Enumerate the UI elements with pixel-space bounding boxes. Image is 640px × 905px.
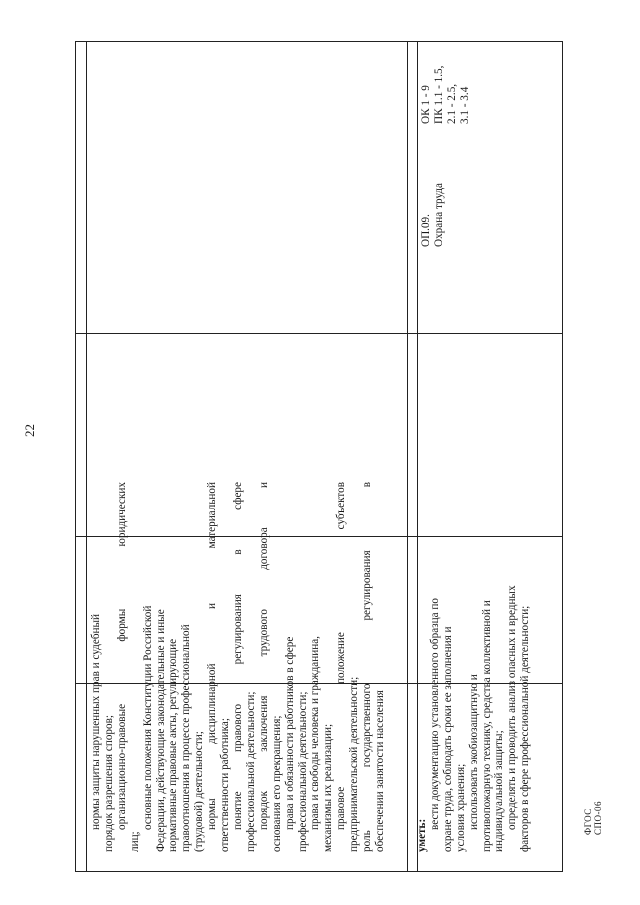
page-number: 22 <box>22 424 37 437</box>
skill-line: противопожарную технику, средства коллективной и <box>480 600 493 852</box>
competency-code: 3.1 - 3.4 <box>458 86 471 124</box>
knowledge-line: нормы дисциплинарной и материальной <box>206 482 219 830</box>
knowledge-line: основания его прекращения; <box>270 715 283 852</box>
knowledge-line: нормы защиты нарушенных прав и судебный <box>90 614 102 830</box>
knowledge-line: порядок заключения трудового договора и <box>257 482 270 830</box>
knowledge-cell <box>90 482 387 852</box>
knowledge-line: обеспечении занятости населения <box>373 690 386 852</box>
knowledge-line: правовое положение субъектов <box>335 482 348 830</box>
knowledge-line: права и обязанности работников в сфере <box>283 636 296 830</box>
knowledge-line: понятие правового регулирования в сфере <box>231 482 244 830</box>
skill-line: индивидуальной защиты; <box>493 730 506 852</box>
standards-table <box>75 41 563 872</box>
skills-heading: уметь: <box>416 818 428 852</box>
competency-code: 2.1 - 2.5, <box>445 83 458 124</box>
skill-line: определять и проводить анализ опасных и вредных <box>506 585 519 830</box>
competency-code: ПК 1.1 - 1.5, <box>432 65 445 124</box>
knowledge-line: права и свободы человека и гражданина, <box>309 636 322 830</box>
discipline-code: ОП.09. <box>420 214 432 247</box>
knowledge-line: профессиональной деятельности; <box>244 691 257 852</box>
knowledge-line: профессиональной деятельности; <box>296 691 309 852</box>
knowledge-line: правоотношения в процессе профессиональной <box>180 624 193 852</box>
knowledge-line: лиц; <box>128 831 141 852</box>
knowledge-line: (трудовой) деятельности; <box>193 731 206 852</box>
competency-code: ОК 1 - 9 <box>420 85 432 124</box>
table-row-border <box>76 333 417 334</box>
skill-line: охране труда, соблюдать сроки ее заполнения и <box>441 626 454 852</box>
skill-line: использовать экобиозащитную и <box>467 674 480 830</box>
knowledge-line: механизмы их реализации; <box>322 723 335 852</box>
table-row-border <box>417 333 562 334</box>
competencies-cell <box>420 44 472 124</box>
knowledge-line: порядок разрешения споров; <box>102 715 115 852</box>
knowledge-line: Федерации, действующие законодательные и иные <box>154 609 167 852</box>
knowledge-line: предпринимательской деятельности; <box>348 676 361 852</box>
knowledge-line: организационно-правовые формы юридических <box>115 482 128 830</box>
table-column-border <box>86 42 87 871</box>
skill-line: условия хранения; <box>454 763 467 852</box>
knowledge-line: роль государственного регулирования в <box>361 482 374 852</box>
table-column-border <box>407 42 408 871</box>
discipline-name: Охрана труда <box>432 183 445 247</box>
knowledge-line: ответственности работника; <box>219 718 232 852</box>
skills-cell <box>416 482 532 852</box>
knowledge-line: нормативные правовые акты, регулирующие <box>167 638 180 852</box>
skill-line: факторов в сфере профессиональной деятельности; <box>519 605 532 852</box>
skill-line: вести документацию установленного образца по <box>428 598 441 830</box>
footer-code: ФГОС СПО-06 <box>583 801 603 835</box>
knowledge-line: основные положения Конституции Российской <box>141 605 154 830</box>
